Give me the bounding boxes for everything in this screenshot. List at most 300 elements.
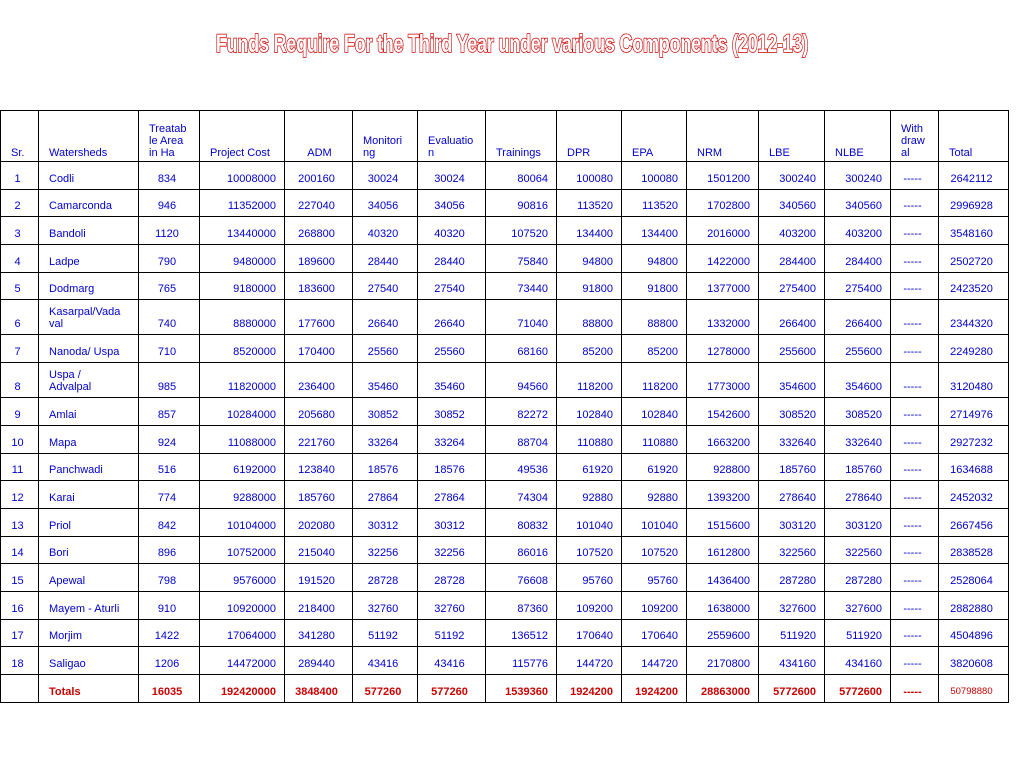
table-cell: 43416 — [353, 647, 418, 675]
table-cell: 185760 — [825, 453, 891, 481]
table-cell: 275400 — [825, 272, 891, 300]
table-cell: 1206 — [139, 647, 200, 675]
table-cell: 710 — [139, 335, 200, 363]
table-cell: 928800 — [687, 453, 759, 481]
table-cell: 80064 — [486, 162, 557, 190]
table-cell: 11 — [1, 453, 39, 481]
table-row — [1, 425, 1009, 453]
table-row — [1, 162, 1009, 190]
table-cell: 8 — [1, 363, 39, 398]
table-cell: 218400 — [285, 591, 353, 619]
table-cell: 1539360 — [486, 675, 557, 703]
table-cell: 3848400 — [285, 675, 353, 703]
table-cell: 35460 — [418, 363, 486, 398]
table-cell: 924 — [139, 425, 200, 453]
table-cell: 287280 — [759, 564, 825, 592]
table-cell: 94560 — [486, 363, 557, 398]
table-cell: 9576000 — [200, 564, 285, 592]
table-cell: ----- — [891, 272, 939, 300]
table-row — [1, 398, 1009, 426]
table-cell: 92880 — [622, 481, 687, 509]
table-cell: 1542600 — [687, 398, 759, 426]
table-cell: Apewal — [39, 564, 139, 592]
table-cell: 255600 — [825, 335, 891, 363]
table-cell: Totals — [39, 675, 139, 703]
table-cell: 2423520 — [939, 272, 1009, 300]
table-cell: 7 — [1, 335, 39, 363]
table-cell: 2714976 — [939, 398, 1009, 426]
header-cell: Trainings — [486, 111, 557, 162]
table-cell: 340560 — [825, 189, 891, 217]
table-cell: 32256 — [353, 536, 418, 564]
table-cell: 268800 — [285, 217, 353, 245]
table-cell: 90816 — [486, 189, 557, 217]
table-cell: 13 — [1, 508, 39, 536]
table-cell: 266400 — [759, 300, 825, 335]
table-cell: Mapa — [39, 425, 139, 453]
table-cell: 61920 — [557, 453, 622, 481]
table-cell: 11820000 — [200, 363, 285, 398]
table-cell: 61920 — [622, 453, 687, 481]
table-cell: Mayem - Aturli — [39, 591, 139, 619]
table-cell: 1924200 — [622, 675, 687, 703]
table-cell: 1638000 — [687, 591, 759, 619]
table-cell: 27864 — [418, 481, 486, 509]
table-cell: 144720 — [622, 647, 687, 675]
table-cell: 3820608 — [939, 647, 1009, 675]
header-cell: Watersheds — [39, 111, 139, 162]
table-cell: 30024 — [418, 162, 486, 190]
table-cell: 136512 — [486, 619, 557, 647]
table-cell: 1663200 — [687, 425, 759, 453]
table-cell: 1278000 — [687, 335, 759, 363]
table-row — [1, 335, 1009, 363]
table-cell: 946 — [139, 189, 200, 217]
table-header-row — [1, 111, 1009, 162]
table-cell: 8880000 — [200, 300, 285, 335]
table-cell: 985 — [139, 363, 200, 398]
table-cell: ----- — [891, 508, 939, 536]
table-cell: 842 — [139, 508, 200, 536]
table-cell: 300240 — [759, 162, 825, 190]
table-cell: 798 — [139, 564, 200, 592]
table-row — [1, 453, 1009, 481]
table-cell: 896 — [139, 536, 200, 564]
table-cell: 32760 — [418, 591, 486, 619]
table-row — [1, 536, 1009, 564]
table-cell: 113520 — [622, 189, 687, 217]
table-cell: 308520 — [759, 398, 825, 426]
table-cell: 94800 — [622, 245, 687, 273]
table-cell: 287280 — [825, 564, 891, 592]
table-cell: 2170800 — [687, 647, 759, 675]
table-cell: 6 — [1, 300, 39, 335]
table-cell: 25560 — [353, 335, 418, 363]
table-cell: 5772600 — [825, 675, 891, 703]
table-cell: 87360 — [486, 591, 557, 619]
table-cell: 33264 — [353, 425, 418, 453]
header-cell: NRM — [687, 111, 759, 162]
table-cell: Dodmarg — [39, 272, 139, 300]
header-cell: DPR — [557, 111, 622, 162]
table-cell: 236400 — [285, 363, 353, 398]
table-cell: 74304 — [486, 481, 557, 509]
funds-table — [0, 110, 1009, 703]
table-cell: Camarconda — [39, 189, 139, 217]
table-cell: 857 — [139, 398, 200, 426]
table-cell: 28728 — [418, 564, 486, 592]
table-cell: 13440000 — [200, 217, 285, 245]
table-row — [1, 591, 1009, 619]
table-row — [1, 481, 1009, 509]
table-cell: 1924200 — [557, 675, 622, 703]
table-cell: 100080 — [622, 162, 687, 190]
table-cell: 2927232 — [939, 425, 1009, 453]
table-cell: 183600 — [285, 272, 353, 300]
table-cell: 11352000 — [200, 189, 285, 217]
table-cell: 102840 — [622, 398, 687, 426]
table-cell: 577260 — [353, 675, 418, 703]
header-cell: Project Cost — [200, 111, 285, 162]
table-row — [1, 508, 1009, 536]
table-cell: 332640 — [825, 425, 891, 453]
table-row — [1, 272, 1009, 300]
table-cell: 2528064 — [939, 564, 1009, 592]
table-cell: 28728 — [353, 564, 418, 592]
table-cell: 170400 — [285, 335, 353, 363]
table-cell: 1702800 — [687, 189, 759, 217]
table-cell: 327600 — [825, 591, 891, 619]
table-cell: 134400 — [557, 217, 622, 245]
table-cell: 35460 — [353, 363, 418, 398]
table-cell: 278640 — [759, 481, 825, 509]
table-cell: 434160 — [759, 647, 825, 675]
table-cell: 18576 — [418, 453, 486, 481]
table-cell: 308520 — [825, 398, 891, 426]
table-cell: Amlai — [39, 398, 139, 426]
table-cell: 303120 — [759, 508, 825, 536]
table-cell: 10284000 — [200, 398, 285, 426]
table-cell: 340560 — [759, 189, 825, 217]
table-cell: 34056 — [353, 189, 418, 217]
table-cell: ----- — [891, 564, 939, 592]
table-cell: 102840 — [557, 398, 622, 426]
table-cell: 18 — [1, 647, 39, 675]
header-cell: NLBE — [825, 111, 891, 162]
table-cell: 113520 — [557, 189, 622, 217]
table-cell: 202080 — [285, 508, 353, 536]
table-cell: 266400 — [825, 300, 891, 335]
table-cell: 115776 — [486, 647, 557, 675]
table-cell: 91800 — [557, 272, 622, 300]
table-cell: 9180000 — [200, 272, 285, 300]
table-cell: 303120 — [825, 508, 891, 536]
table-cell: 32760 — [353, 591, 418, 619]
table-cell: 4 — [1, 245, 39, 273]
table-cell: 227040 — [285, 189, 353, 217]
table-cell: 2502720 — [939, 245, 1009, 273]
table-cell: 200160 — [285, 162, 353, 190]
table-cell: ----- — [891, 189, 939, 217]
table-cell: 289440 — [285, 647, 353, 675]
table-cell: 322560 — [759, 536, 825, 564]
table-cell: 101040 — [622, 508, 687, 536]
table-cell: 28440 — [353, 245, 418, 273]
table-cell: 10008000 — [200, 162, 285, 190]
table-cell: Ladpe — [39, 245, 139, 273]
table-cell: 1773000 — [687, 363, 759, 398]
table-cell: 10 — [1, 425, 39, 453]
table-cell: 1422000 — [687, 245, 759, 273]
table-cell: 3548160 — [939, 217, 1009, 245]
table-cell: 1393200 — [687, 481, 759, 509]
table-cell: 30852 — [418, 398, 486, 426]
table-cell: 88800 — [622, 300, 687, 335]
table-cell: 49536 — [486, 453, 557, 481]
table-cell: 15 — [1, 564, 39, 592]
table-cell: 92880 — [557, 481, 622, 509]
table-cell: 300240 — [825, 162, 891, 190]
table-cell: 177600 — [285, 300, 353, 335]
table-cell: 1436400 — [687, 564, 759, 592]
table-cell: ----- — [891, 398, 939, 426]
table-cell: ----- — [891, 335, 939, 363]
header-cell: EPA — [622, 111, 687, 162]
table-cell: 51192 — [418, 619, 486, 647]
table-cell: 1422 — [139, 619, 200, 647]
table-cell: 834 — [139, 162, 200, 190]
table-cell: 43416 — [418, 647, 486, 675]
table-cell: ----- — [891, 536, 939, 564]
table-cell: 332640 — [759, 425, 825, 453]
table-cell: 14 — [1, 536, 39, 564]
table-cell: 577260 — [418, 675, 486, 703]
table-cell: 1634688 — [939, 453, 1009, 481]
table-cell: 322560 — [825, 536, 891, 564]
table-cell: 91800 — [622, 272, 687, 300]
table-cell: ----- — [891, 675, 939, 703]
table-cell: 4504896 — [939, 619, 1009, 647]
table-cell: 284400 — [759, 245, 825, 273]
table-cell: 2882880 — [939, 591, 1009, 619]
table-cell: 30852 — [353, 398, 418, 426]
table-cell: 2667456 — [939, 508, 1009, 536]
table-cell: Karai — [39, 481, 139, 509]
table-cell: 275400 — [759, 272, 825, 300]
table-cell: 189600 — [285, 245, 353, 273]
table-cell: 107520 — [622, 536, 687, 564]
table-cell: ----- — [891, 619, 939, 647]
table-cell: 95760 — [557, 564, 622, 592]
table-cell: Bori — [39, 536, 139, 564]
table-cell: 101040 — [557, 508, 622, 536]
table-row — [1, 647, 1009, 675]
table-row — [1, 245, 1009, 273]
table-cell: 144720 — [557, 647, 622, 675]
table-cell: 18576 — [353, 453, 418, 481]
table-cell: 354600 — [759, 363, 825, 398]
header-cell: Evaluatio n — [418, 111, 486, 162]
header-cell: ADM — [285, 111, 353, 162]
table-cell: 34056 — [418, 189, 486, 217]
table-cell: 94800 — [557, 245, 622, 273]
table-cell: ----- — [891, 425, 939, 453]
table-cell: ----- — [891, 300, 939, 335]
table-cell: 118200 — [557, 363, 622, 398]
table-cell: 2249280 — [939, 335, 1009, 363]
table-cell: 434160 — [825, 647, 891, 675]
table-cell: 185760 — [285, 481, 353, 509]
table-cell: 1612800 — [687, 536, 759, 564]
table-cell: 185760 — [759, 453, 825, 481]
table-cell: ----- — [891, 363, 939, 398]
table-cell: Morjim — [39, 619, 139, 647]
table-cell: 327600 — [759, 591, 825, 619]
table-row — [1, 619, 1009, 647]
table-cell: 68160 — [486, 335, 557, 363]
table-cell: 118200 — [622, 363, 687, 398]
table-cell: 5 — [1, 272, 39, 300]
table-cell: 11088000 — [200, 425, 285, 453]
table-cell: 5772600 — [759, 675, 825, 703]
table-cell: 2344320 — [939, 300, 1009, 335]
table-cell: 88704 — [486, 425, 557, 453]
table-cell: 1377000 — [687, 272, 759, 300]
table-row — [1, 564, 1009, 592]
table-cell: 30312 — [418, 508, 486, 536]
table-cell: 85200 — [622, 335, 687, 363]
table-cell: 76608 — [486, 564, 557, 592]
table-cell: 221760 — [285, 425, 353, 453]
table-cell: 516 — [139, 453, 200, 481]
table-cell: 170640 — [557, 619, 622, 647]
table-cell: 95760 — [622, 564, 687, 592]
table-cell: 2996928 — [939, 189, 1009, 217]
table-cell: 107520 — [486, 217, 557, 245]
header-cell: Monitori ng — [353, 111, 418, 162]
table-cell: Saligao — [39, 647, 139, 675]
table-cell: 32256 — [418, 536, 486, 564]
page-title: Funds Require For the Third Year under various Components (2012-13) — [215, 30, 809, 58]
table-cell: 134400 — [622, 217, 687, 245]
table-cell: 85200 — [557, 335, 622, 363]
table-cell: 17064000 — [200, 619, 285, 647]
table-cell: 2642112 — [939, 162, 1009, 190]
table-cell: 27540 — [418, 272, 486, 300]
table-cell: Panchwadi — [39, 453, 139, 481]
table-cell: 16035 — [139, 675, 200, 703]
table-row — [1, 300, 1009, 335]
table-cell: ----- — [891, 647, 939, 675]
table-cell: 40320 — [353, 217, 418, 245]
table-cell: 1 — [1, 162, 39, 190]
table-cell: 40320 — [418, 217, 486, 245]
table-cell: Codli — [39, 162, 139, 190]
table-cell: 3120480 — [939, 363, 1009, 398]
table-cell: 511920 — [825, 619, 891, 647]
table-cell: 215040 — [285, 536, 353, 564]
table-cell: 25560 — [418, 335, 486, 363]
table-cell: 9288000 — [200, 481, 285, 509]
table-cell: ----- — [891, 591, 939, 619]
table-cell: 2452032 — [939, 481, 1009, 509]
table-cell: 88800 — [557, 300, 622, 335]
table-cell: 1120 — [139, 217, 200, 245]
table-cell: Bandoli — [39, 217, 139, 245]
table-cell: 341280 — [285, 619, 353, 647]
table-cell: 10752000 — [200, 536, 285, 564]
table-row — [1, 363, 1009, 398]
table-cell: 82272 — [486, 398, 557, 426]
table-cell — [1, 675, 39, 703]
table-row — [1, 189, 1009, 217]
header-cell: Treatab le Area in Ha — [139, 111, 200, 162]
header-cell: With draw al — [891, 111, 939, 162]
table-cell: ----- — [891, 217, 939, 245]
table-cell: 2016000 — [687, 217, 759, 245]
table-cell: 255600 — [759, 335, 825, 363]
table-cell: 10104000 — [200, 508, 285, 536]
table-cell: 765 — [139, 272, 200, 300]
table-cell: 9480000 — [200, 245, 285, 273]
table-cell: 27540 — [353, 272, 418, 300]
header-cell: LBE — [759, 111, 825, 162]
table-cell: 75840 — [486, 245, 557, 273]
table-cell: 10920000 — [200, 591, 285, 619]
table-cell: 50798880 — [939, 675, 1009, 703]
table-cell: 110880 — [622, 425, 687, 453]
table-cell: 12 — [1, 481, 39, 509]
table-cell: 33264 — [418, 425, 486, 453]
table-cell: 354600 — [825, 363, 891, 398]
table-cell: 107520 — [557, 536, 622, 564]
table-cell: 2 — [1, 189, 39, 217]
table-cell: 191520 — [285, 564, 353, 592]
table-cell: 170640 — [622, 619, 687, 647]
table-cell: ----- — [891, 245, 939, 273]
table-cell: ----- — [891, 162, 939, 190]
table-cell: 205680 — [285, 398, 353, 426]
table-cell: ----- — [891, 481, 939, 509]
table-cell: 14472000 — [200, 647, 285, 675]
table-cell: 910 — [139, 591, 200, 619]
table-cell: 80832 — [486, 508, 557, 536]
header-cell: Sr. — [1, 111, 39, 162]
table-cell: 17 — [1, 619, 39, 647]
table-cell: 26640 — [418, 300, 486, 335]
table-cell: 51192 — [353, 619, 418, 647]
table-cell: 73440 — [486, 272, 557, 300]
table-cell: 1332000 — [687, 300, 759, 335]
table-cell: 403200 — [759, 217, 825, 245]
table-cell: 110880 — [557, 425, 622, 453]
table-cell: 192420000 — [200, 675, 285, 703]
table-cell: 774 — [139, 481, 200, 509]
table-cell: 27864 — [353, 481, 418, 509]
table-cell: 30312 — [353, 508, 418, 536]
table-cell: 28863000 — [687, 675, 759, 703]
table-cell: 123840 — [285, 453, 353, 481]
table-cell: 71040 — [486, 300, 557, 335]
table-cell: ----- — [891, 453, 939, 481]
table-cell: 109200 — [622, 591, 687, 619]
table-cell: 30024 — [353, 162, 418, 190]
table-cell: 740 — [139, 300, 200, 335]
table-cell: Uspa / Advalpal — [39, 363, 139, 398]
table-cell: Nanoda/ Uspa — [39, 335, 139, 363]
table-cell: 278640 — [825, 481, 891, 509]
table-cell: Kasarpal/Vada val — [39, 300, 139, 335]
